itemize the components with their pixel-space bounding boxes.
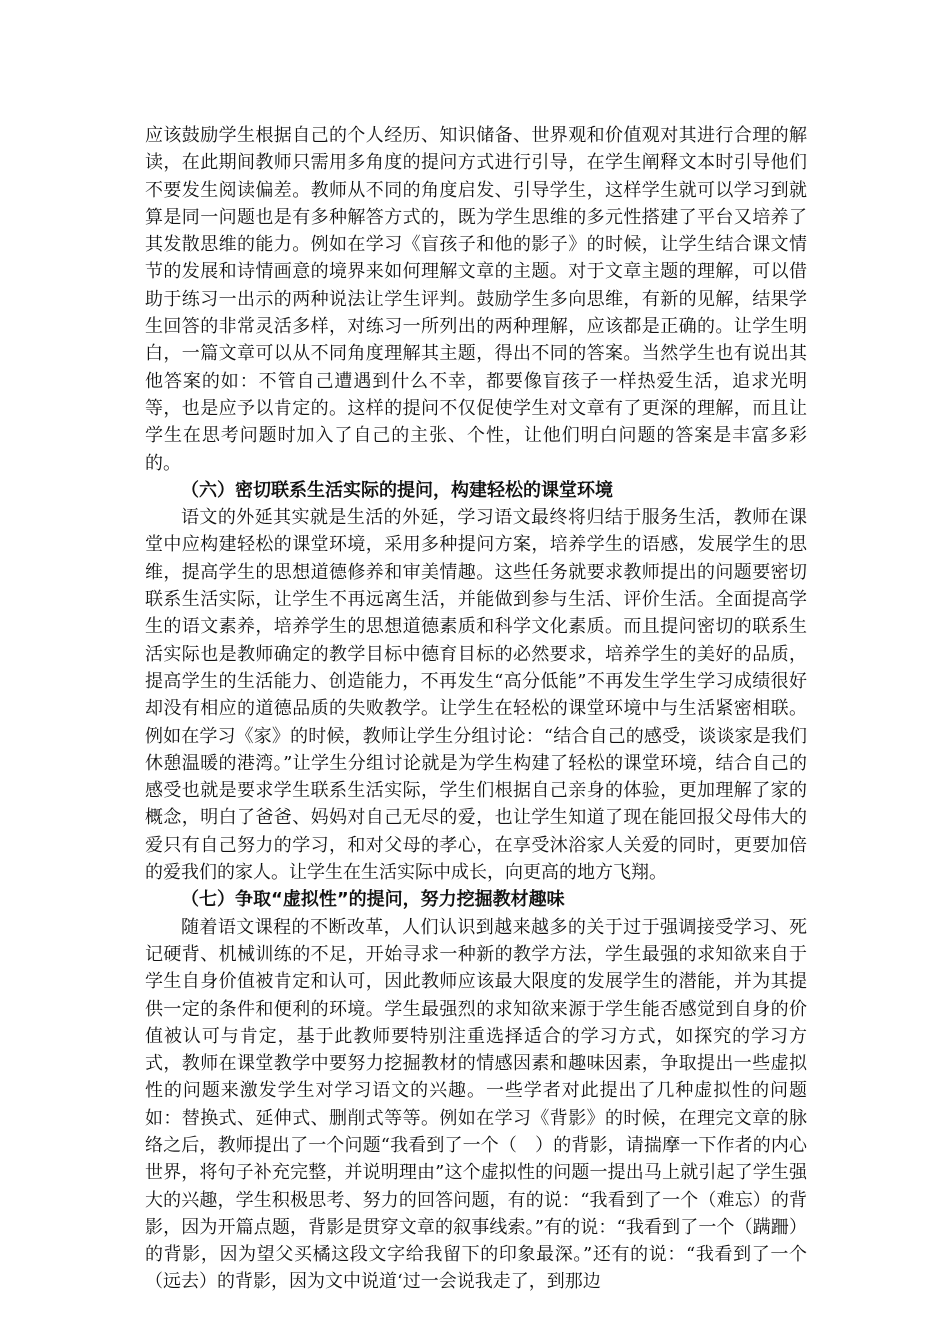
section-heading-6: （六）密切联系生活实际的提问，构建轻松的课堂环境 — [181, 479, 613, 501]
paragraph-virtual-questions: 随着语文课程的不断改革，人们认识到越来越多的关于过于强调接受学习、死记硬背、机械训练的不足，开始寻求一种新的教学方法，学生最强的求知欲来自于学生自身价值被肯定和认可，因此教师应该最大限度的发展学生的潜能，并为其提供一定的条件和便利的环境。学生最强烈的求知欲来源于学生能否感觉到自身的价值被认可与肯定，基于此教师要特别注重选择适合的学习方式，如探究的学习方式，教师在课堂教学中要努力挖掘教材的情感因素和趣味因素，争取提出一些虚拟性的问题来激发学生对学习语文的兴趣。一些学者对此提出了几种虚拟性的问题如：替换式、延伸式、删削式等等。例如在学习《背影》的时候，在理完文章的脉络之后，教师提出了一个问题“我看到了一个（ ）的背影，请揣摩一下作者的内心世界，将句子补充完整，并说明理由”这个虚拟性的问题一提出马上就引起了学生强大的兴趣，学生积极思考、努力的回答问题，有的说：“我看到了一个（难忘）的背影，因为开篇点题，背影是贯穿文章的叙事线索。”有的说：“我看到了一个（蹒跚）的背影，因为望父买橘这段文字给我留下的印象最深。”还有的说：“我看到了一个（远去）的背影，因为文中说道‘过一会说我走了，到那边 — [145, 916, 807, 1293]
paragraph-interpretation: 应该鼓励学生根据自己的个人经历、知识储备、世界观和价值观对其进行合理的解读，在此期间教师只需用多角度的提问方式进行引导，在学生阐释文本时引导他们不要发生阅读偏差。教师从不同的角度启发、引导学生，这样学生就可以学习到就算是同一问题也是有多种解答方式的，既为学生思维的多元性搭建了平台又培养了其发散思维的能力。例如在学习《盲孩子和他的影子》的时候，让学生结合课文情节的发展和诗情画意的境界来如何理解文章的主题。对于文章主题的理解，可以借助于练习一出示的两种说法让学生评判。鼓励学生多向思维，有新的见解，结果学生回答的非常灵活多样，对练习一所列出的两种理解，应该都是正确的。让学生明白，一篇文章可以从不同角度理解其主题，得出不同的答案。当然学生也有说出其他答案的如：不管自己遭遇到什么不幸，都要像盲孩子一样热爱生活，追求光明等，也是应予以肯定的。这样的提问不仅促使学生对文章有了更深的理解，而且让学生在思考问题时加入了自己的主张、个性，让他们明白问题的答案是丰富多彩的。 — [145, 125, 807, 474]
paragraph-life-connection: 语文的外延其实就是生活的外延，学习语文最终将归结于服务生活，教师在课堂中应构建轻松的课堂环境，采用多种提问方案，培养学生的语感，发展学生的思维，提高学生的思想道德修养和审美情趣。这些任务就要求教师提出的问题要密切联系生活实际，让学生不再远离生活，并能做到参与生活、评价生活。全面提高学生的语文素养，培养学生的思想道德素质和科学文化素质。而且提问密切的联系生活实际也是教师确定的教学目标中德育目标的必然要求，培养学生的美好的品质，提高学生的生活能力、创造能力，不再发生“高分低能”不再发生学生学习成绩很好却没有相应的道德品质的失败教学。让学生在轻松的课堂环境中与生活紧密相联。例如在学习《家》的时候，教师让学生分组讨论：“结合自己的感受，谈谈家是我们休憩温暖的港湾。”让学生分组讨论就是为学生构建了轻松的课堂环境，结合自己的感受也就是要求学生联系生活实际，学生们根据自己亲身的体验，更加理解了家的概念，明白了爸爸、妈妈对自己无尽的爱，也让学生知道了现在能回报父母伟大的爱只有自己努力的学习，和对父母的孝心，在享受沐浴家人关爱的同时，更要加倍的爱我们的家人。让学生在生活实际中成长，向更高的地方飞翔。 — [145, 507, 807, 884]
document-page — [145, 122, 807, 1296]
section-heading-7: （七）争取“虚拟性”的提问，努力挖掘教材趣味 — [181, 889, 565, 911]
